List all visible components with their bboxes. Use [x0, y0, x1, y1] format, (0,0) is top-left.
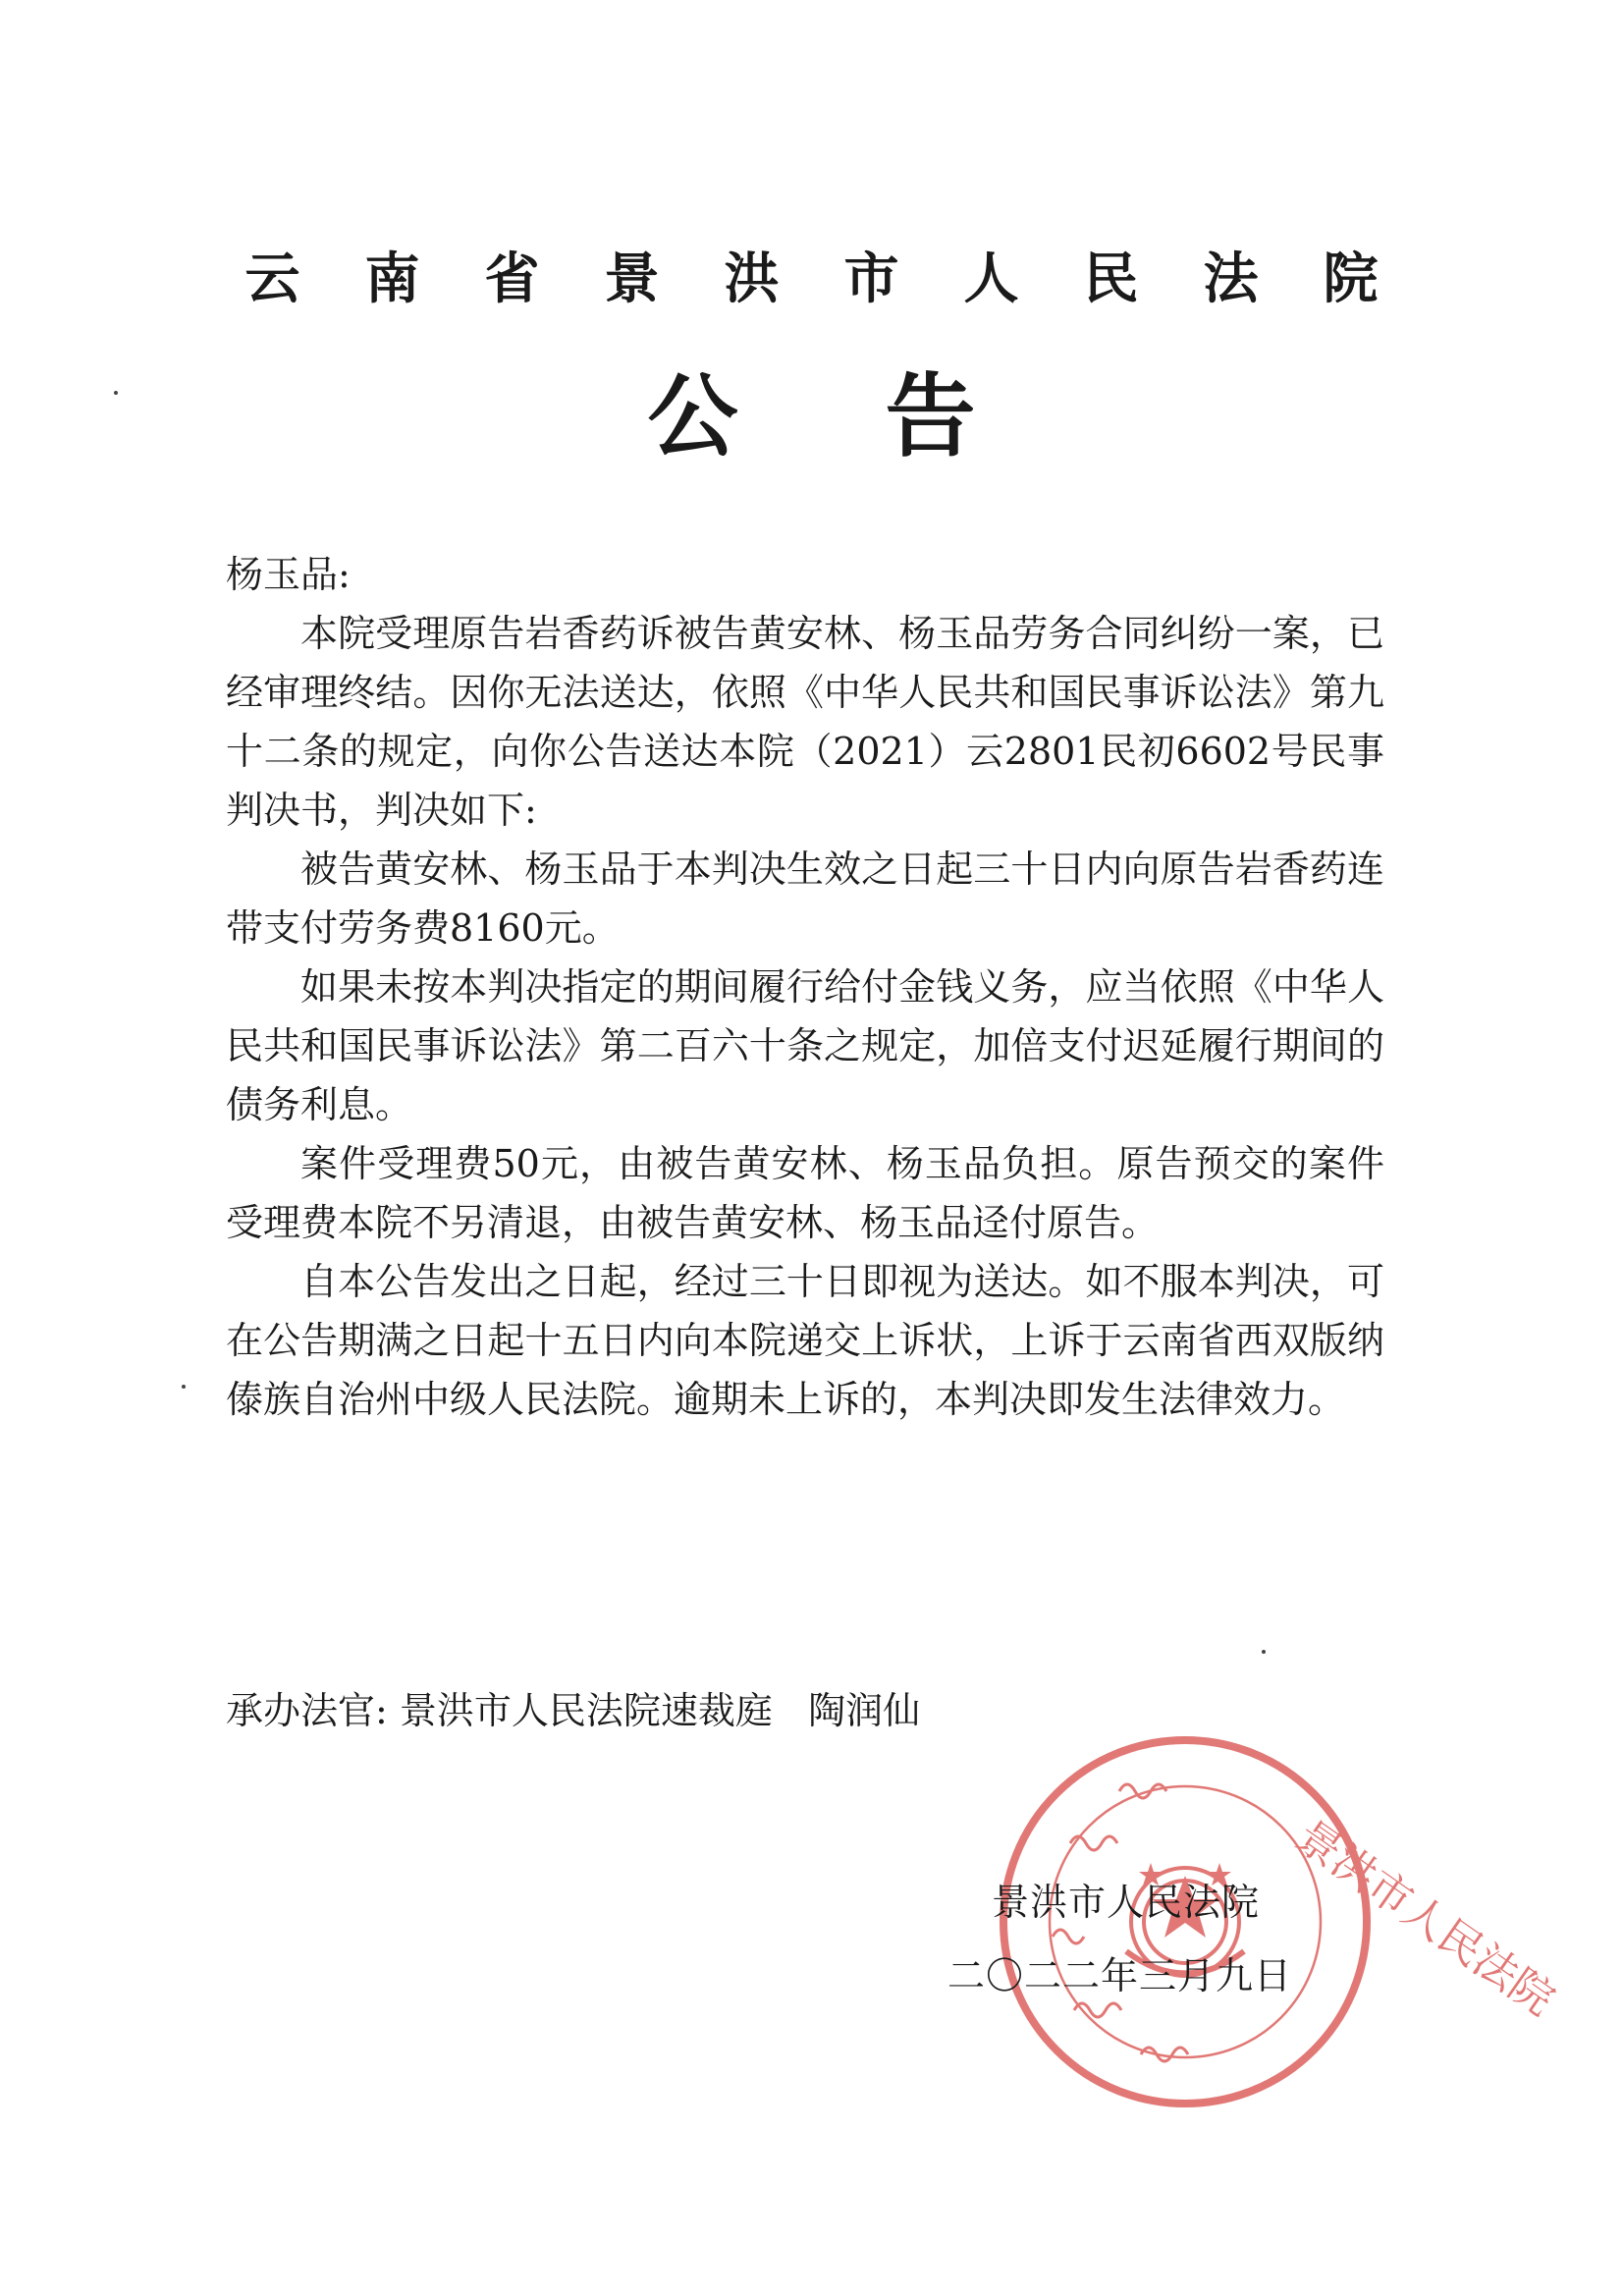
seal-text: 景洪市人民法院: [1286, 1811, 1564, 2026]
paragraph-judgment: 被告黄安林、杨玉品于本判决生效之日起三十日内向原告岩香药连带支付劳务费8160元。: [226, 847, 1384, 950]
presiding-judge-line: 承办法官: 景洪市人民法院速裁庭 陶润仙: [226, 1689, 921, 1732]
document-title: 公告: [647, 364, 1123, 469]
paragraph-case-intro: 本院受理原告岩香药诉被告黄安林、杨玉品劳务合同纠纷一案，已经审理终结。因你无法送达，依照《中华人民共和国民事诉讼法》第九十二条的规定，向你公告送达本院（2021）云2801民初6602号民事判决书，判决如下:: [226, 612, 1384, 832]
paragraph-fees: 案件受理费50元，由被告黄安林、杨玉品负担。原告预交的案件受理费本院不另清退，由被告黄安林、杨玉品迳付原告。: [226, 1142, 1384, 1244]
signature-court: 景洪市人民法院: [992, 1881, 1261, 1924]
paragraph-late-payment: 如果未按本判决指定的期间履行给付金钱义务，应当依照《中华人民共和国民事诉讼法》第二百六十条之规定，加倍支付迟延履行期间的债务利息。: [226, 965, 1384, 1126]
scan-speck: [1262, 1650, 1266, 1654]
notice-body: [226, 545, 1384, 1429]
addressee: 杨玉品:: [226, 553, 351, 596]
paragraph-appeal: 自本公告发出之日起，经过三十日即视为送达。如不服本判决，可在公告期满之日起十五日内向本院递交上诉状，上诉于云南省西双版纳傣族自治州中级人民法院。逾期未上诉的，本判决即发生法律效力。: [226, 1260, 1384, 1421]
scan-speck: [114, 391, 118, 395]
signature-date: 二〇二二年三月九日: [947, 1954, 1293, 1997]
scan-speck: [182, 1385, 186, 1389]
court-name: 云南省景洪市人民法院: [244, 247, 1443, 311]
